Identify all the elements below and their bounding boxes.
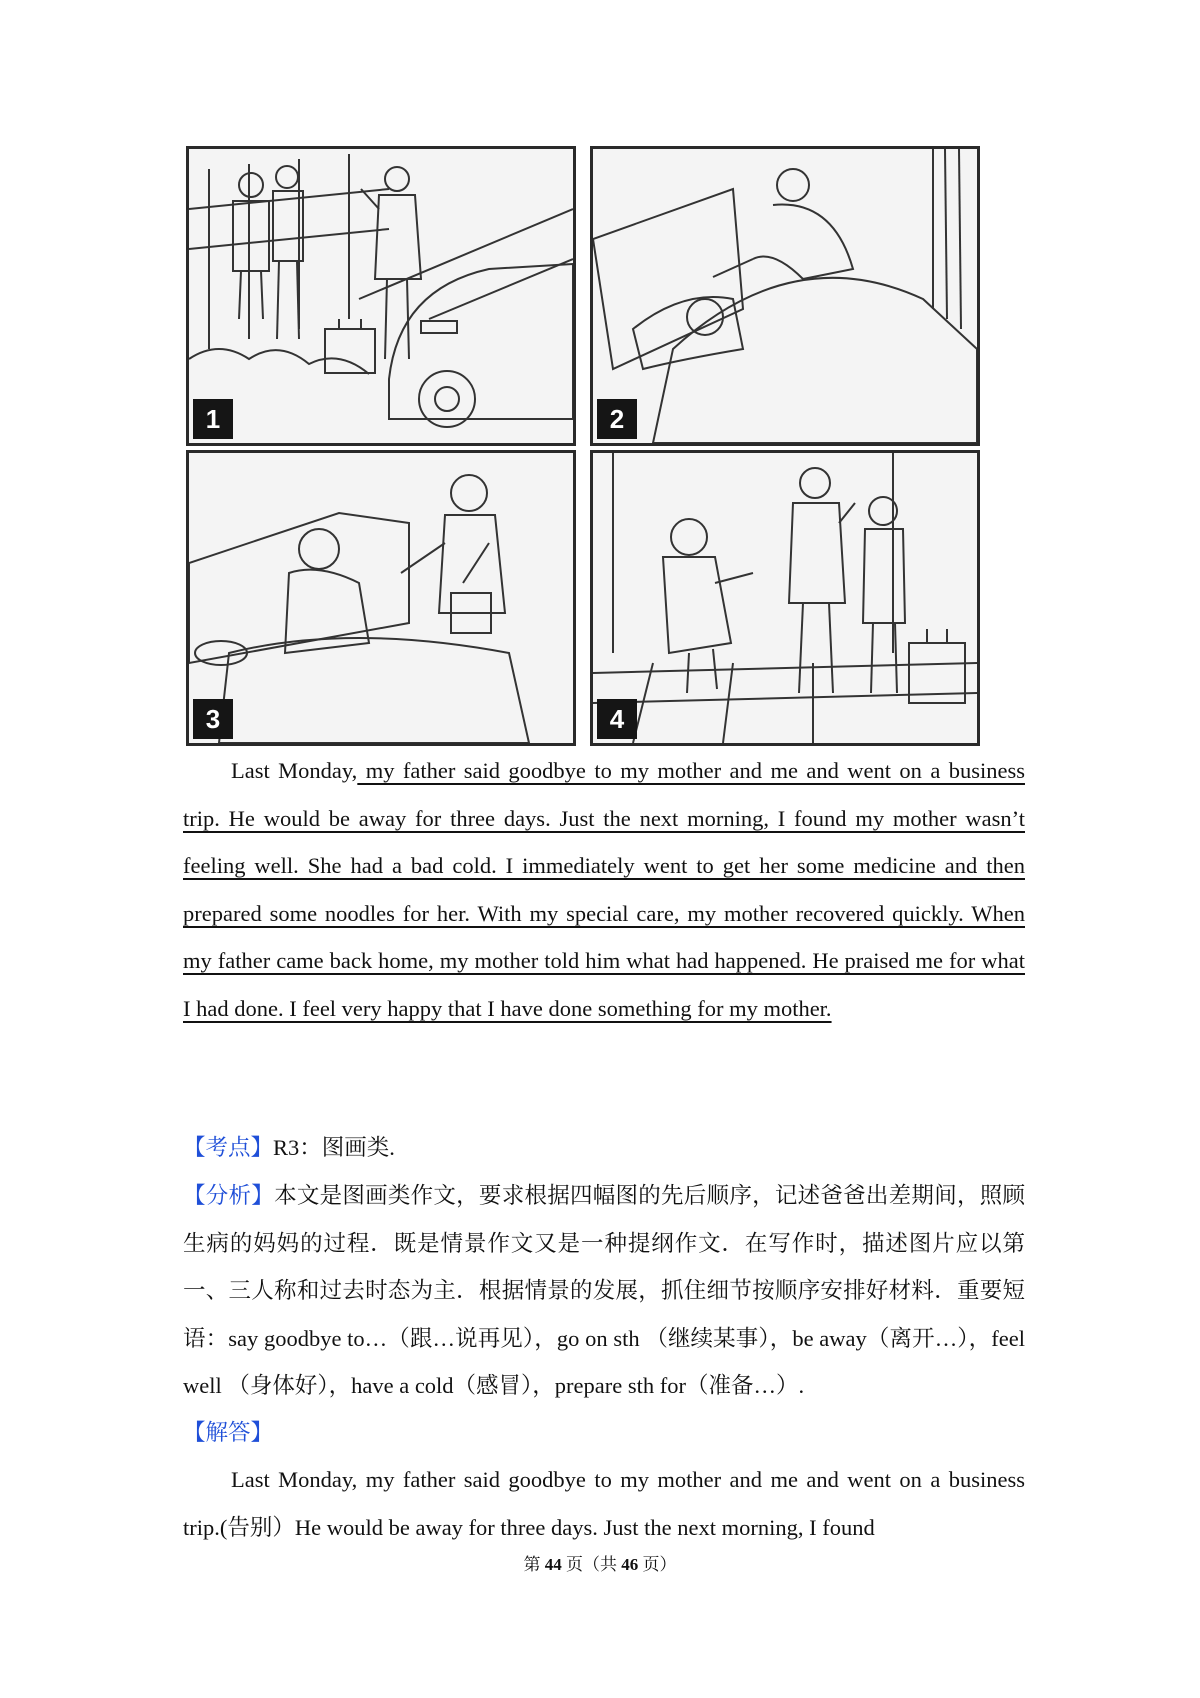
panel-number-2: 2	[597, 399, 637, 439]
kaodian-line	[183, 1124, 1025, 1172]
fenxi-text: 本文是图画类作文，要求根据四幅图的先后顺序，记述爸爸出差期间，照顾生病的妈妈的过程．既是情景作文又是一种提纲作文．在写作时，描述图片应以第一、三人称和过去时态为主．根据情景的发展，抓住细节按顺序安排好材料．重要短语：say goodbye to…（跟…说再见），go on sth （继续某事），be away（离开…），feel well （身体好），have a cold（感冒），prepare sth for（准备…）.	[183, 1183, 1025, 1398]
page-footer	[0, 1550, 1200, 1575]
fenxi-tag: 【分析】	[183, 1183, 275, 1208]
panel-1-father-leaving	[186, 146, 576, 446]
panel-2-drawing	[593, 149, 977, 443]
panel-4-drawing	[593, 453, 977, 743]
fenxi-paragraph	[183, 1172, 1025, 1410]
panel-number-1: 1	[193, 399, 233, 439]
model-essay	[183, 747, 1025, 1032]
jieda-line	[183, 1409, 1025, 1457]
jieda-tag: 【解答】	[183, 1420, 274, 1445]
essay-underlined-text: my father said goodbye to my mother and me and went on a business trip. He would be away for three days. Just the next morning, I found my mother wasn’t feeling well. She had a bad cold. I immediately went to get her some medicine and then prepared some noodles for her. With my special care, my mother recovered quickly. When my father came back home, my mother told him what had happened. He praised me for what I had done. I feel very happy that I have done something for my mother.	[183, 758, 1025, 1021]
panel-3-son-caring	[186, 450, 576, 746]
panel-number-3: 3	[193, 699, 233, 739]
jieda-paragraph	[183, 1456, 1025, 1551]
footer-suffix: 页）	[638, 1555, 677, 1574]
comic-figure	[186, 146, 978, 746]
panel-3-drawing	[189, 453, 573, 743]
panel-4-father-returns	[590, 450, 980, 746]
panel-2-mother-sick	[590, 146, 980, 446]
kaodian-text: R3：图画类.	[273, 1135, 395, 1160]
footer-prefix: 第	[523, 1555, 545, 1574]
footer-page-number: 44	[544, 1555, 562, 1574]
panel-number-4: 4	[597, 699, 637, 739]
panel-1-drawing	[189, 149, 573, 443]
kaodian-tag: 【考点】	[183, 1135, 274, 1160]
footer-middle: 页（共	[561, 1555, 622, 1574]
footer-total-pages: 46	[621, 1555, 639, 1574]
essay-lead: Last Monday,	[231, 758, 358, 783]
jieda-text: Last Monday, my father said goodbye to my mother and me and went on a business trip.(告别）He would be away for three days. Just the next morning, I found	[183, 1467, 1025, 1540]
